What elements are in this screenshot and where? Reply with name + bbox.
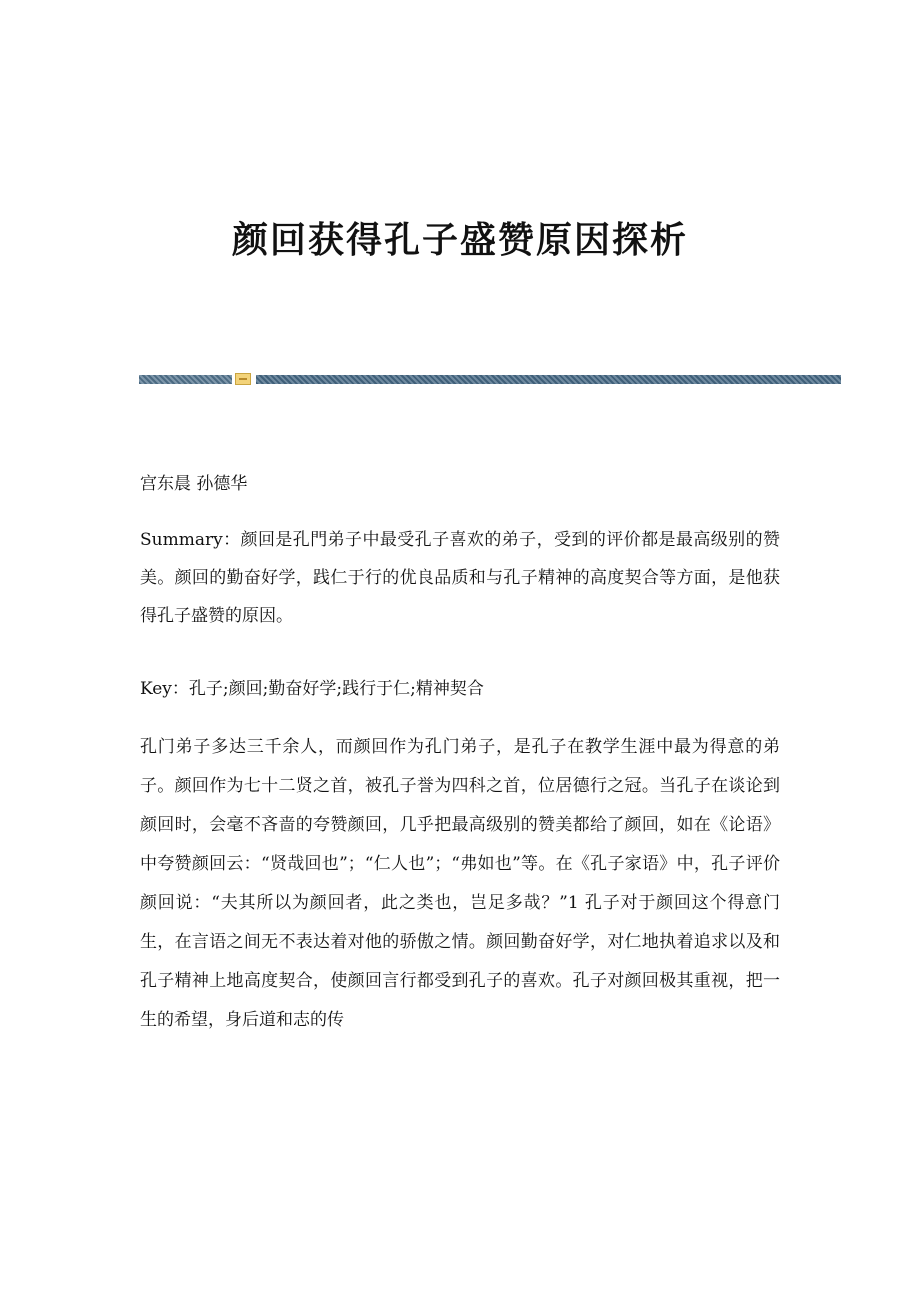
divider-bar-right <box>256 375 841 384</box>
divider-bar-left <box>139 375 232 384</box>
keywords-line: Key：孔子;颜回;勤奋好学;践行于仁;精神契合 <box>140 679 484 699</box>
authors: 宫东晨 孙德华 <box>140 474 248 494</box>
summary-paragraph: Summary：颜回是孔門弟子中最受孔子喜欢的弟子，受到的评价都是最高级别的赞美。颜回的勤奋好学，践仁于行的优良品质和与孔子精神的高度契合等方面，是他获得孔子盛赞的原因。 <box>140 530 780 626</box>
divider-emblem-icon <box>235 373 251 385</box>
body-paragraph: 孔门弟子多达三千余人，而颜回作为孔门弟子，是孔子在教学生涯中最为得意的弟子。颜回作为七十二贤之首，被孔子誉为四科之首，位居德行之冠。当孔子在谈论到颜回时，会毫不吝啬的夸赞颜回，几乎把最高级别的赞美都给了颜回，如在《论语》中夸赞颜回云：“贤哉回也”；“仁人也”；“弗如也”等。在《孔子家语》中，孔子评价颜回说：“夫其所以为颜回者，此之类也，岂足多哉？”1 孔子对于颜回这个得意门生，在言语之间无不表达着对他的骄傲之情。颜回勤奋好学，对仁地执着追求以及和孔子精神上地高度契合，使颜回言行都受到孔子的喜欢。孔子对颜回极其重视，把一生的希望，身后道和志的传 <box>140 737 780 1030</box>
title-divider <box>139 375 841 384</box>
document-title: 颜回获得孔子盛赞原因探析 <box>231 219 688 261</box>
